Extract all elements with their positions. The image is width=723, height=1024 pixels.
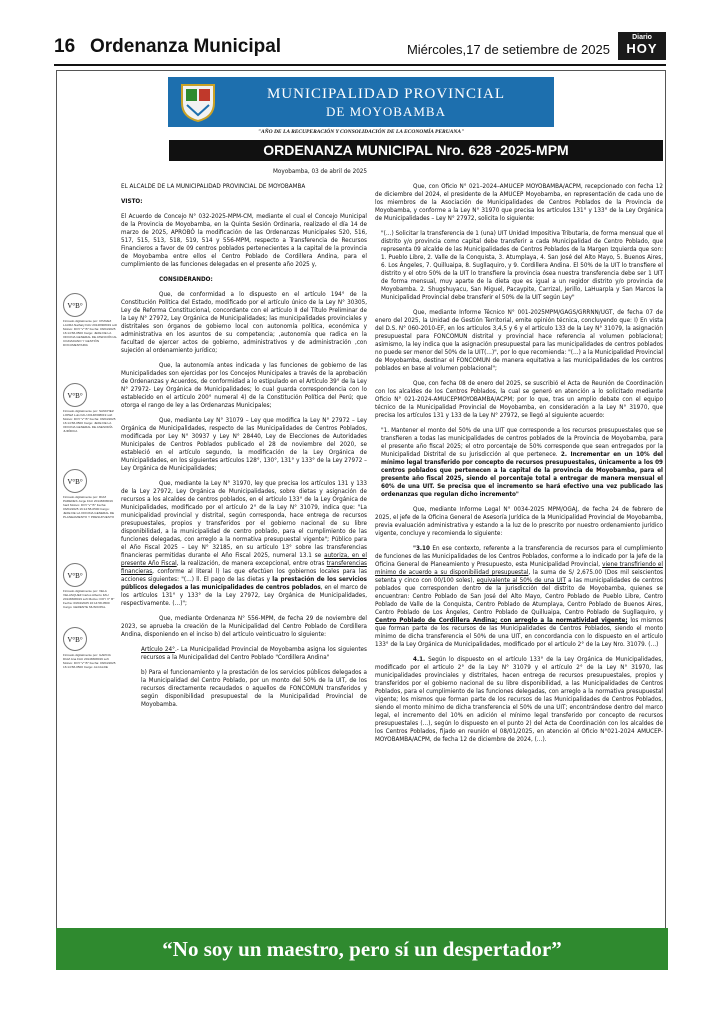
vb-seal-icon: V°B° — [63, 563, 87, 587]
paragraph: Que, mediante Ley N° 31079 – Ley que modifica la Ley N° 27972 – Ley Orgánica de Municipalidades, respecto de las Municipalidades de Centros Poblados, modificada por Ley N° 30937 y Ley N° 28440, Ley de Elecciones de Autoridades Municipales de Centros Poblados publicado el 28 de noviembre del 2020, se estableció en el artículo segundo, la modificación de la Ley Orgánica de Municipalidades, en los siguientes artículos 128°, 130°, 131° y 133° de la Ley 27972 – Ley Orgánica de Municipalidades; — [121, 417, 367, 472]
ordinance-notice — [56, 70, 666, 942]
publication-date: Miércoles,17 de setiembre de 2025 — [406, 42, 610, 57]
text-run: .- La Municipalidad Provincial de Moyobamba asigna los siguientes recursos a la Municipalidad del Centro Poblado "Cordillera Andina" — [141, 646, 367, 661]
text-run: , conforme al literal l) las que efectúen los gobiernos locales para las acciones siguientes: "(…) ll. El pago de las dietas y — [121, 568, 367, 583]
bold-text: 4.1. — [413, 656, 426, 663]
right-text-column — [375, 183, 663, 751]
quote-paragraph — [375, 427, 663, 499]
paragraph: Que, mediante Informe Legal N° 0034-2025 MPM/OGAJ, de fecha 24 de febrero de 2025, el jefe de la Oficina General de Asesoría Jurídica de la Municipalidad Provincial de Moyobamba, previa evaluación administrativa y estando a la luz de lo prescrito por nuestro ordenamiento jurídico vigente, concluye y recomienda lo siguiente: — [375, 506, 663, 537]
quote-banner: “No soy un maestro, pero sí un despertador” — [56, 928, 668, 970]
text-run: los mismos que forman parte de los recursos de las Municipalidades de Centros Poblados, siendo el monto mínimo de dicha transferencia el 50% de una UIT, en concordancia con lo dispuesto en el artículo 133° de la Ley Orgánica de Municipalidades, modificado por el artículo 2° de la Ley Nro. 31079. (…) — [375, 617, 663, 648]
intro-line: EL ALCALDE DE LA MUNICIPALIDAD PROVINCIAL DE MOYOBAMBA — [121, 183, 306, 190]
municipal-crest-icon — [178, 81, 218, 123]
considerando-heading: CONSIDERANDO: — [159, 276, 213, 283]
header-rule — [54, 64, 666, 66]
ordinance-title: ORDENANZA MUNICIPAL Nro. 628 -2025-MPM — [169, 140, 663, 161]
ordinance-date: Moyobamba, 03 de abril de 2025 — [273, 168, 367, 175]
underlined-text: viene transfiriendo el mínimo de acuerdo a su disponibilidad presupuestal — [375, 561, 663, 576]
text-run: , la realización, de manera excepcional, entre otras — [176, 560, 327, 567]
brand-small-text: Diario — [632, 34, 652, 41]
vb-seal-icon: V°B° — [63, 469, 87, 493]
paragraph: Que, mediante Ordenanza N° 556-MPM, de fecha 29 de noviembre del 2023, se aprueba la creación de la Municipalidad del Centro Poblado de Cordillera Andina, disponiendo en el inciso b) del artículo veinticuatro lo siguiente: — [121, 615, 367, 638]
stamp-text: Firmado digitalmente por: CHAVEZ LAURA Nathaly FAU 20148308019 soft Motivo: DOY V° B° Fecha: 03/04/2025 16:14:58-0500 Cargo: JEFE DE LA OFICINA GENERAL DE ATENCIÓN AL CIUDADANO Y GESTIÓN DOCUMENTARIA — [63, 319, 118, 347]
quote-paragraph — [375, 656, 663, 744]
vb-seal-icon: V°B° — [63, 293, 87, 317]
bold-text: 2. Incrementar en un 10% del mínimo legal transferido por concepto de recursos presupuestales, únicamente a los 09 centros poblados que pertenecen a la capital de la provincia de Moyobamba, para el presente año fiscal 2025, siendo el porcentaje total a entregar de manera mensual el 60% de una UIT. Se precisa que el incremento se hará efectivo una vez publicado las ordenanzas que regulan dicho incremento" — [381, 451, 663, 498]
year-motto: "AÑO DE LA RECUPERACIÓN Y CONSOLIDACIÓN DE LA ECONOMÍA PERUANA" — [257, 129, 465, 135]
text-run: Según lo dispuesto en el artículo 133° de la Ley Orgánica de Municipalidades, modificado por el artículo 2° de la Ley N° 31079 y el artículo 2° de la Ley N° 31970, las municipalidades provinciales y distritales, hacen entrega de recursos presupuestales, propios y transferidos por el gobierno nacional de su libre disponibilidad, a las Municipalidades de Centros Poblados, para el cumplimiento de las funciones delegadas, con arreglo a la normativa presupuestal vigente; los mismos que forman parte de los recursos de las Municipalidades de Centros Poblados, siendo el monto mínimo de dicha transferencia el 50% de una UIT; encontrándose dentro del marco legal, el incremento del 10% en adición el mínimo legal transferido por concepto de recursos presupuestales (…), según lo dispuesto en el punto 2) del Acta de Coordinación con los alcaldes de los Centros Poblados, fijado en reunión el 08/01/2025, en atención al Oficio N°021-2024 AMUCEP-MOYOBAMBA/ACPM, de fecha 12 de diciembre de 2024, (…). — [375, 656, 663, 743]
vb-seal-icon: V°B° — [63, 383, 87, 407]
paragraph: Que, con fecha 08 de enero del 2025, se suscribió el Acta de Reunión de Coordinación con los alcaldes de los Centros Poblados, la cual se generó en atención a lo solicitado mediante Oficio N° 021-2024-AMUCEPMOYOBAMBA/ACPM; por lo que, tras un amplio debate con el equipo técnico de la Municipalidad Provincial de Moyobamba, en consideración a la Ley N° 31970, que precisa los artículos 131 y 133 de la Ley N° 27972, se llegó al siguiente acuerdo: — [375, 380, 663, 419]
paragraph: Que, la autonomía antes indicada y las funciones de gobierno de las Municipalidades son ejercidas por los Concejos Municipales a través de la aprobación de Ordenanzas y Acuerdos, de conformidad a lo estipulado en el Artículo 39° de la Ley N° 27972- Ley Orgánica de Municipalidades; lo cual guarda correspondencia con lo establecido en el artículo 200° numeral 4) de la Constitución Política del Perú; que otorga el rango de ley a las Ordenanzas Municipales; — [121, 362, 367, 409]
signature-stamp — [63, 627, 117, 669]
signature-stamp — [63, 469, 117, 519]
left-text-column — [121, 168, 367, 716]
bold-text: "3.10 — [413, 545, 430, 552]
paragraph — [121, 480, 367, 608]
stamp-text: Firmado digitalmente por: SANCHEZ LOPEZ Luis FAU 20148308019 soft Motivo: DOY V° B° Fecha: 03/04/2025 16:14:58-0500 Cargo: JEFE DE LA OFICINA GENERAL DE ASESORÍA JURÍDICA — [63, 409, 116, 433]
article-heading: Artículo 24° — [141, 646, 175, 653]
page-number: 16 — [54, 36, 76, 57]
underlined-text: autoriza, en el presente Año Fiscal — [121, 552, 367, 567]
text-run: Que, mediante la Ley N° 31970, ley que precisa los artículos 131 y 133 de la Ley 27972, Ley Orgánica de Municipalidades, sobre dietas y asignación de recursos a los alcaldes de centros poblados, en el artículo 133° de la Ley Orgánica de Municipalidades, modificado por el artículo 2° de la Ley N° 31079, indica que: "La municipalidad provincial y distrital, según corresponda, hace entrega de recursos presupuestales, propios y transferidos por el gobierno nacional de su libre disponibilidad, a la municipalidad de centro poblado, para el cumplimiento de las funciones delegadas, con arreglo a la normativa presupuestal vigente"; Público para el Año Fiscal 2025 – Ley N° 32185, en su artículo 13° sobre las transferencias financieras permitidas durante el Año Fiscal 2025, numeral 13.1 se — [121, 480, 367, 559]
bold-text: la prestación de los servicios públicos delegados a las municipalidades de centros poblados — [121, 576, 367, 591]
underlined-text: transferencias financieras — [121, 560, 367, 575]
signature-stamp — [63, 293, 117, 347]
paragraph: Que, mediante Informe Técnico N° 001-2025MPM/GAGS/GRRNN/UGT, de fecha 07 de enero del 2025, la Unidad de Gestión Territorial, emite opinión técnica, concluyendo que: I) En vista del D.S. N° 060-2010-EF, en los artículos 3,4,5 y 6 y el artículo 133 de la Ley N° 31079, la asignación presupuestal para FONCOMUN distrital y provincial hace referencia al volumen poblacional; asimismo, la ley indica que la asignación presupuestal para las municipalidades de centros poblados no puede ser menor del 50% de la UIT(…)", por lo que recomienda: "(…) a la Municipalidad Provincial de Moyobamba, destinar el FONCOMUN de manera equitativa a las municipalidades de los centros poblados en base al volumen poblacional"; — [375, 309, 663, 372]
bold-underlined-text: Centro Poblado de Cordillera Andina; con arreglo a la normatividad vigente; — [375, 617, 628, 624]
text-run: , la suma de S/ 2,675.00 (Dos mil seiscientos setenta y cinco con 00/100 soles), — [375, 569, 664, 584]
visto-heading: VISTO: — [121, 198, 143, 205]
quote-paragraph: "(…) Solicitar la transferencia de 1 (una) UIT Unidad Impositiva Tributaria, de forma mensual que el distrito y/o provincia como capital debe transferir a cada Municipalidad de Centro Poblado, que representa 09 alcalde de las Municipalidades de Centros Poblados de la Margen Izquierda que son: 1. Pueblo Libre, 2. Valle de la Conquista, 3. Atumplaya, 4. San José del Alto Mayo, 5. Buenos Aires, 6. Los Ángeles, 7. Quilluaipa, 8. Sugllaquiro, y 9. Cordillera Andina. El 50% de la UIT lo transfiere el distrito y el otro 50% de la UIT lo transfiere la provincia ósea nuestra transferencia debe ser 1 UIT de forma mensual, muy aparte de la dieta que es igual a un regidor distrito y/o provincia de Moyobamba. 2. Shugshuyacu, San Miguel, Pacaypite, Carrizal, Jerillo, LaHuarpla y San Marcos la Municipalidad Provincial debe transferir el 50% de la UIT según Ley" — [381, 230, 663, 301]
signature-stamps — [59, 71, 117, 941]
signature-stamp — [63, 383, 117, 433]
municipality-logo-banner — [168, 77, 554, 127]
logo-line-2: DE MOYOBAMBA — [326, 104, 446, 119]
paragraph: b) Para el funcionamiento y la prestación de los servicios públicos delegados a la Municipalidad del Centro Poblado, por un monto del 50% de la UIT, de los recursos directamente recaudados o aquellos de FONCOMUN transferidos y según disponibilidad presupuestal de la Municipalidad Provincial de Moyobamba. — [141, 669, 367, 708]
text-run: "1. Mantener el monto del 50% de una UIT que corresponde a los recursos presupuestales que se transfieren a todas las municipalidades de centros poblados de la Provincia de Moyobamba, para el presente año fiscal 2025; el otro porcentaje de 50% corresponde que sean entregados por la Municipalidad Distrital de su jurisdicción al que pertenece. — [381, 427, 663, 458]
signature-stamp — [63, 563, 117, 609]
text-run: , en el marco de los artículos 131° y 133° de la Ley 27972, Ley Orgánica de Municipalidades, respectivamente. (…)"; — [121, 584, 367, 607]
stamp-text: Firmado digitalmente por: RUIZ PAREDES Jorge FAU 20148308019 hard Motivo: DOY V° B° Fecha: 03/04/2025 16:14:58-0500 Cargo: JEFE DE LA OFICINA GENERAL DE PLANEAMIENTO Y PRESUPUESTO — [63, 495, 115, 519]
stamp-text: Firmado digitalmente por: GARCIA DIAZ Ana FAU 20148308019 soft Motivo: DOY V° B° Fecha: 03/04/2025 16:14:58-0500 Cargo: ALCALDE — [63, 653, 116, 669]
vb-seal-icon: V°B° — [63, 627, 87, 651]
visto-paragraph: El Acuerdo de Concejo N° 032-2025-MPM-CM, mediante el cual el Concejo Municipal de la Provincia de Moyobamba, en la Quinta Sesión Ordinaria, realizado el día 14 de marzo de 2025, APROBÓ la modificación de las Ordenanzas Municipales 520, 516, 517, 515, 513, 518, 519, 514 y 556-MPM, respecto a Transferencia de Recursos Financieros a favor de 09 centros poblados pertenecientes a la capital de la provincia de Moyobamba entre ellos el Centro Poblado de Cordillera Andina, para el cumplimiento de las funciones delegadas en el presente año 2025 y, — [121, 213, 367, 268]
stamp-text: Firmado digitalmente por: VELA VELASQUEZ Carlos Alberto FAU 20148308019 soft Motivo: DOY V° B° Fecha: 03/04/2025 16:14:58-0500 Cargo: GERENTE MUNICIPAL — [63, 589, 115, 609]
logo-line-1: MUNICIPALIDAD PROVINCIAL — [266, 86, 506, 102]
underlined-text: equivalente al 50% de una UIT — [476, 577, 566, 584]
newspaper-logo — [618, 32, 666, 60]
brand-big-text: HOY — [626, 41, 658, 56]
paragraph: Que, con Oficio N° 021–2024–AMUCEP MOYOBAMBA/ACPM, recepcionado con fecha 12 de diciembre del 2024, el presidente de la AMUCEP Moyobamba, en representación de cada uno de los miembros de la Asociación de Municipalidades de Centros Poblados de la Provincia de Moyobamba, y conforme a la Ley N° 31970 que precisa los artículos 131° y 133° de la Ley Orgánica de Municipalidades – Ley N° 27972, solicita lo siguiente: — [375, 183, 663, 222]
paragraph: Que, de conformidad a lo dispuesto en el artículo 194° de la Constitución Política del Estado, modificado por el artículo único de la Ley N° 30305, Ley de Reforma Constitucional, concordante con el artículo II del Título Preliminar de la Ley N° 27972, Ley Orgánica de Municipalidades; las municipalidades provinciales y distritales son órganos de gobierno local con autonomía política, económica y administrativa en los asuntos de su competencia; ,autonomía que radica en la facultad de ejercer actos de gobierno, administrativos y de administración ,con sujeción al ordenamiento jurídico; — [121, 291, 367, 354]
section-title: Ordenanza Municipal — [90, 36, 282, 57]
text-run: En ese contexto, referente a la transferencia de recursos para el cumplimiento de funciones de las Municipalidades de los Centros Poblados, conforme a lo indicado por la Jefe de la Oficina General de Planeamiento y Presupuesto, esta Municipalidad Provincial, — [375, 545, 663, 568]
article-paragraph — [121, 646, 367, 662]
page-header — [54, 32, 666, 62]
text-run: a las municipalidades de centros poblados que corresponden dentro de la jurisdicción del distrito de Moyobamba, quienes se encuentran: Centro Poblado de San José del Alto Mayo, Centro Poblado de Pueblo Libre, Centro Poblado de Valle de la Conquista, Centro Poblado de Atumplaya, Centro Poblado de Buenos Aires, Centro Poblado de Los Ángeles, Centro Poblado de Quilluaipa, Centro Poblado de Sugllaquiro, y — [375, 577, 664, 616]
quote-paragraph — [375, 545, 663, 649]
